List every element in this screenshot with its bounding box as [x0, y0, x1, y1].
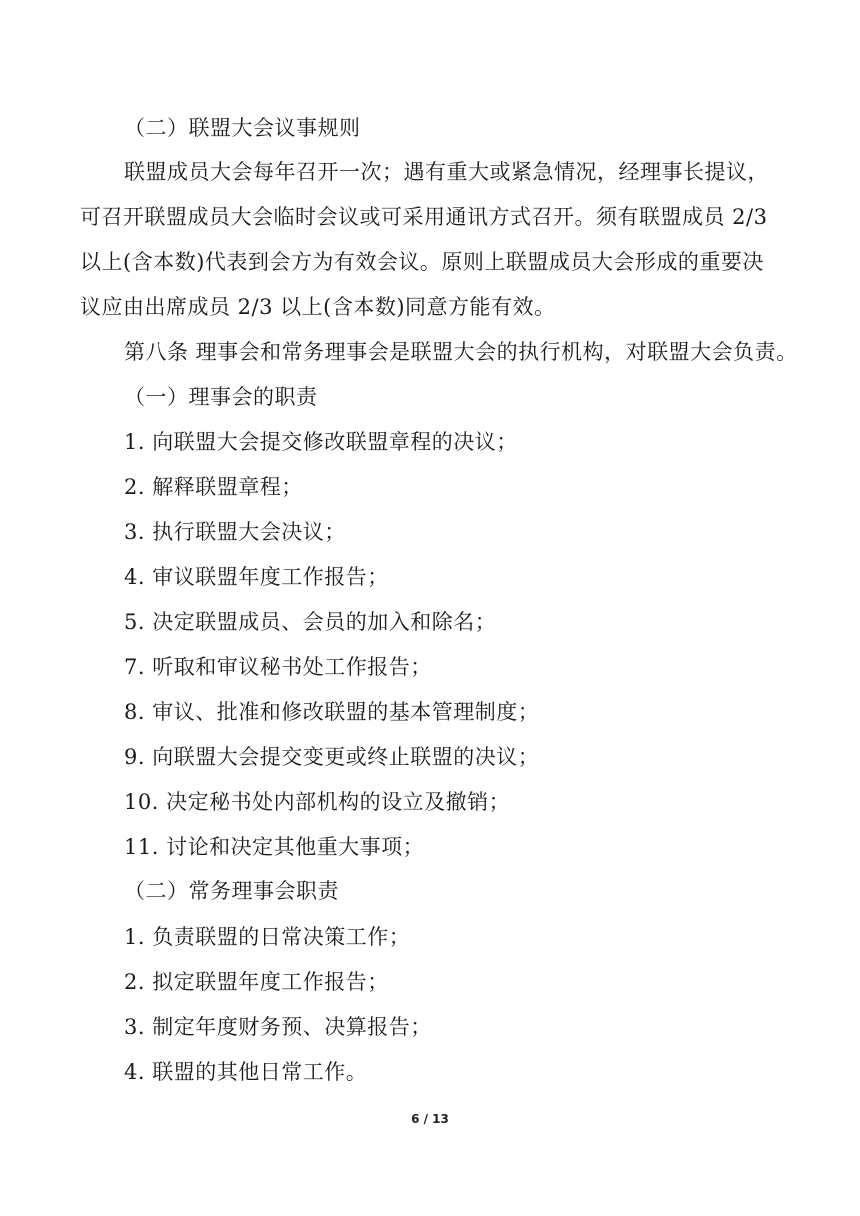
list-item: 3. 制定年度财务预、决算报告； [124, 1015, 432, 1039]
section-heading-assembly-rules: （二）联盟大会议事规则 [124, 116, 361, 140]
section-heading-standing-duties: （二）常务理事会职责 [124, 879, 339, 903]
page-number: 6 / 13 [411, 1112, 449, 1126]
list-item: 4. 联盟的其他日常工作。 [124, 1060, 368, 1084]
list-item: 8. 审议、批准和修改联盟的基本管理制度； [124, 700, 540, 724]
list-item: 2. 解释联盟章程； [124, 475, 303, 499]
list-item: 2. 拟定联盟年度工作报告； [124, 970, 389, 994]
paragraph-line: 可召开联盟成员大会临时会议或可采用通讯方式召开。须有联盟成员 2/3 [80, 205, 768, 229]
list-item: 10. 决定秘书处内部机构的设立及撤销； [124, 790, 511, 814]
list-item: 4. 审议联盟年度工作报告； [124, 565, 389, 589]
article-eight: 第八条 理事会和常务理事会是联盟大会的执行机构，对联盟大会负责。 [124, 340, 798, 364]
list-item: 9. 向联盟大会提交变更或终止联盟的决议； [124, 745, 540, 769]
list-item: 7. 听取和审议秘书处工作报告； [124, 655, 432, 679]
list-item: 11. 讨论和决定其他重大事项； [124, 835, 425, 859]
list-item: 3. 执行联盟大会决议； [124, 520, 346, 544]
section-heading-board-duties: （一）理事会的职责 [124, 385, 318, 409]
list-item: 1. 负责联盟的日常决策工作； [124, 925, 411, 949]
list-item: 1. 向联盟大会提交修改联盟章程的决议； [124, 430, 518, 454]
paragraph-line: 联盟成员大会每年召开一次；遇有重大或紧急情况，经理事长提议， [124, 160, 769, 184]
list-item: 5. 决定联盟成员、会员的加入和除名； [124, 610, 497, 634]
paragraph-line: 议应由出席成员 2/3 以上(含本数)同意方能有效。 [80, 295, 556, 319]
paragraph-line: 以上(含本数)代表到会方为有效会议。原则上联盟成员大会形成的重要决 [80, 250, 764, 274]
